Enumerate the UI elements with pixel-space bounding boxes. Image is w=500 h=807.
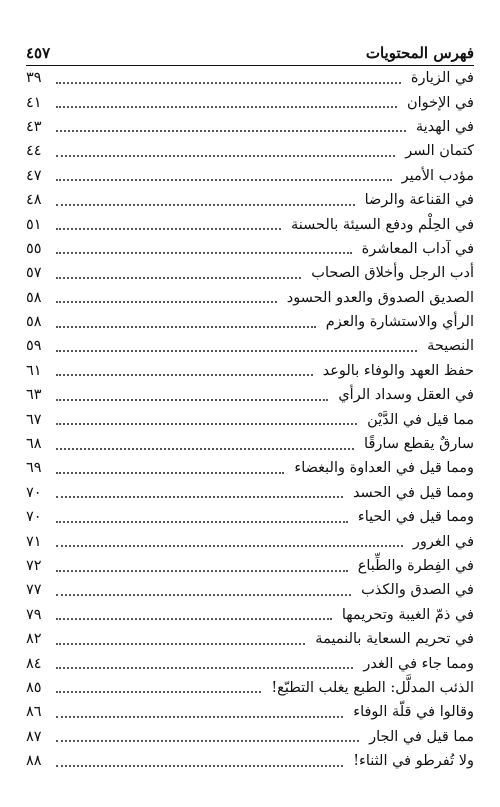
- toc-entry: [26, 676, 474, 700]
- dot-leader: [56, 422, 357, 425]
- toc-entry-page: ٥٨: [26, 314, 42, 331]
- toc-entry: [26, 310, 474, 334]
- toc-entry-title: ومما قيل في الحسد: [352, 484, 474, 501]
- toc-entry: [26, 383, 474, 407]
- toc-entry-title: ولا تُفرطو في الثناء!: [353, 753, 474, 770]
- toc-entry-page: ٨٨: [26, 753, 42, 770]
- toc-entry-title: الذئب المدلَّل: الطبع يغلب التطبّع!: [271, 679, 474, 696]
- toc-entry: [26, 237, 474, 261]
- toc-entry: [26, 456, 474, 480]
- toc-entry-title: ومما جاء في الغدر: [363, 655, 474, 672]
- toc-entry: [26, 334, 474, 358]
- toc-entry-title: في العقل وسداد الرأي: [338, 387, 474, 404]
- toc-entry-page: ٥٥: [26, 240, 42, 257]
- toc-entry: [26, 212, 474, 236]
- toc-entry-title: في ذمّ الغيبة وتحريمها: [341, 606, 474, 623]
- toc-entry-page: ٨٥: [26, 679, 42, 696]
- toc-entry: [26, 359, 474, 383]
- toc-entry-page: ٧٩: [26, 606, 42, 623]
- toc-entry-page: ٤٤: [26, 143, 42, 160]
- page-header: [26, 34, 474, 66]
- toc-entry-title: في الفِطرة والطِّباع: [357, 558, 474, 574]
- toc-entry-page: ٧٧: [26, 582, 42, 599]
- dot-leader: [56, 569, 348, 572]
- toc-entry-title: مما قيل في الدَّيْن: [367, 411, 474, 428]
- dot-leader: [56, 471, 284, 474]
- dot-leader: [56, 81, 401, 84]
- dot-leader: [56, 373, 313, 376]
- dot-leader: [56, 495, 343, 498]
- dot-leader: [56, 227, 281, 230]
- dot-leader: [56, 203, 355, 206]
- toc-entry-title: في الصدق والكذب: [361, 582, 474, 599]
- toc-entry: [26, 407, 474, 431]
- dot-leader: [56, 764, 343, 767]
- toc-entry-title: أدب الرجل وأخلاق الصحاب: [311, 265, 474, 282]
- toc-entry-page: ٦١: [26, 362, 42, 379]
- dot-leader: [56, 715, 343, 718]
- toc-entry: [26, 481, 474, 505]
- dot-leader: [56, 690, 261, 693]
- dot-leader: [56, 276, 301, 279]
- toc-entry: [26, 139, 474, 163]
- toc-entry-page: ٦٣: [26, 387, 42, 404]
- toc-entry-title: في الإخوان: [406, 94, 474, 111]
- page-title: فهرس المحتويات: [365, 44, 474, 62]
- toc-entry-title: الصديق الصدوق والعدو الحسود: [286, 289, 474, 306]
- toc-entry-page: ٧٢: [26, 558, 42, 574]
- toc-entry-page: ٤٧: [26, 167, 42, 184]
- toc-entry-title: ومما قيل في العداوة والبغضاء: [294, 460, 474, 477]
- toc-entry: [26, 651, 474, 675]
- toc-entry: [26, 164, 474, 188]
- toc-entry-title: سارقٌ يقطع سارقًا: [364, 436, 474, 453]
- toc-entry: [26, 286, 474, 310]
- toc-entry-page: ٦٧: [26, 411, 42, 428]
- toc-entry: [26, 188, 474, 212]
- dot-leader: [56, 642, 305, 645]
- toc-entry: [26, 115, 474, 139]
- toc-entry-title: مؤدب الأمير: [401, 167, 474, 184]
- toc-entry: [26, 66, 474, 90]
- dot-leader: [56, 325, 316, 328]
- toc-entry-title: الرأي والاستشارة والعزم: [325, 314, 474, 331]
- toc-entry-page: ٦٩: [26, 460, 42, 477]
- toc-entry-page: ٧٠: [26, 484, 42, 501]
- dot-leader: [56, 617, 332, 620]
- toc-entry: [26, 700, 474, 724]
- toc-entry-page: ٥٩: [26, 338, 42, 355]
- dot-leader: [56, 154, 395, 157]
- toc-entry: [26, 261, 474, 285]
- toc-entry-title: ومما قيل في الحياء: [357, 509, 474, 526]
- toc-entry-page: ٤٣: [26, 118, 42, 135]
- toc-entry: [26, 749, 474, 773]
- toc-entry: [26, 554, 474, 578]
- toc-entry-page: ٧١: [26, 533, 42, 550]
- toc-entry: [26, 90, 474, 114]
- toc-entry-page: ٨٢: [26, 631, 42, 648]
- toc-entry-title: في القناعة والرضا: [364, 192, 474, 209]
- toc-entry-title: في الحِلْم ودفع السيئة بالحسنة: [290, 216, 474, 233]
- toc-entry-title: في آداب المعاشرة: [361, 240, 474, 257]
- dot-leader: [56, 251, 352, 254]
- table-of-contents: [26, 66, 474, 773]
- dot-leader: [56, 349, 417, 352]
- toc-entry-title: كتمان السر: [405, 143, 474, 160]
- dot-leader: [56, 544, 403, 547]
- toc-entry-page: ٦٨: [26, 436, 42, 453]
- dot-leader: [56, 129, 406, 132]
- toc-entry-title: وقالوا في قلّة الوفاء: [353, 704, 474, 721]
- toc-entry: [26, 725, 474, 749]
- dot-leader: [56, 666, 353, 669]
- toc-entry-page: ٥٧: [26, 265, 42, 282]
- toc-entry-title: في الغرور: [412, 533, 474, 550]
- toc-entry: [26, 505, 474, 529]
- dot-leader: [56, 520, 348, 523]
- toc-entry-page: ٨٦: [26, 704, 42, 721]
- dot-leader: [56, 178, 392, 181]
- toc-entry-page: ٥٨: [26, 289, 42, 306]
- toc-entry-page: ٨٧: [26, 728, 42, 745]
- toc-entry: [26, 529, 474, 553]
- toc-entry-page: ٤٨: [26, 192, 42, 209]
- toc-entry-title: في تحريم السعاية بالنميمة: [315, 631, 474, 648]
- toc-entry-title: النصيحة: [427, 338, 474, 355]
- dot-leader: [56, 739, 359, 742]
- toc-entry-page: ٤١: [26, 94, 42, 111]
- toc-entry-title: حفظ العهد والوفاء بالوعد: [322, 362, 474, 379]
- dot-leader: [56, 593, 351, 596]
- toc-entry-title: في الهدية: [415, 118, 474, 135]
- dot-leader: [56, 105, 397, 108]
- toc-entry: [26, 627, 474, 651]
- toc-entry-title: في الزيارة: [410, 70, 474, 87]
- toc-entry-page: ٥١: [26, 216, 42, 233]
- toc-entry: [26, 578, 474, 602]
- toc-entry-page: ٣٩: [26, 70, 42, 87]
- dot-leader: [56, 447, 354, 450]
- toc-entry-page: ٨٤: [26, 655, 42, 672]
- toc-entry: [26, 432, 474, 456]
- dot-leader: [56, 398, 328, 401]
- toc-entry-title: مما قيل في الجار: [369, 728, 474, 745]
- page-number: ٤٥٧: [26, 44, 51, 62]
- toc-entry: [26, 603, 474, 627]
- toc-entry-page: ٧٠: [26, 509, 42, 526]
- dot-leader: [56, 300, 277, 303]
